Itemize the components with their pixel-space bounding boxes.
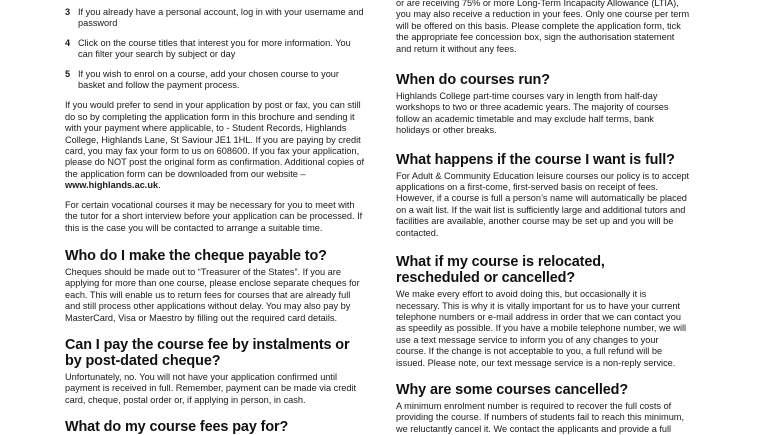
post-fax-text: If you would prefer to send in your application by post or fax, you can still do so by completing the application form in this brochure and sending it with your payment where applicable, to - Student Records, Highlands College, Highlands Lane, St Saviour JE1 1HL. If you are paying by credit card, you may fax your form to us on 608600. If you fax your application, please do NOT post the original form as confirmation. Additional copies of the application form can be downloaded from our website – xyxy=(65,100,365,179)
right-column xyxy=(396,0,690,435)
instalments-paragraph: Unfortunately, no. You will not have your application confirmed until payment is received in full. Remember, payment can be made via credit card, cheque, postal order or, if applying in person, in cash. xyxy=(65,371,357,405)
left-column xyxy=(65,0,365,435)
fees-reduction-paragraph: or are receiving 75% or more Long-Term Incapacity Allowance (LTIA), you may also receive a reduction in your fees. Only one course per term will be offered on this basis. Please complete the application form, tick the appropriate fee concession box, sign the authorisation statement and return it without any fees. xyxy=(396,0,690,54)
step-number: 4 xyxy=(65,37,71,48)
step-number: 3 xyxy=(65,7,71,17)
step-text: Click on the course titles that interest you for more information. You can filter your search by subject or day xyxy=(78,37,351,60)
fees-heading: What do my course fees pay for? xyxy=(65,419,289,435)
step-text: If you already have a personal account, log in with your username and password xyxy=(78,7,364,29)
step-4 xyxy=(65,38,365,61)
step-5 xyxy=(65,69,365,92)
full-paragraph: For Adult & Community Education leisure courses our policy is to accept applications on a first-come, first-served basis on receipt of fees. However, if a course is full a person’s name will automatically be placed on a wait list. If the wait list is sufficiently large and additional tutors and facilities are available, another course may be set up and you will be contacted. xyxy=(396,170,690,238)
cancelled-heading: Why are some courses cancelled? xyxy=(396,381,629,398)
post-fax-end: . xyxy=(158,180,161,191)
step-text: If you wish to enrol on a course, add your chosen course to your basket and follow the payment process. xyxy=(78,68,339,91)
run-heading: When do courses run? xyxy=(396,72,550,89)
run-paragraph: Highlands College part-time courses vary in length from half-day workshops to two or three academic years. The majority of courses follow an academic timetable and may exclude half terms, bank holidays or other breaks. xyxy=(396,91,669,136)
cancelled-paragraph: A minimum enrolment number is required to recover the full costs of providing the course. If numbers of students fail to reach this minimum, we reluctantly cancel it. We contact the applicants and provide a full xyxy=(396,400,685,434)
cheque-heading: Who do I make the cheque payable to? xyxy=(65,247,327,264)
cheque-paragraph: Cheques should be made out to “Treasurer of the States”. If you are applying for more than one course, please enclose separate cheques for each. This will enable us to return fees for courses that are already full and still process other applications without delay. You may also pay by MasterCard, Visa or Maestro by filling out the required card details. xyxy=(65,266,360,323)
website-link[interactable]: www.highlands.ac.uk xyxy=(65,180,159,191)
relocated-paragraph: We make every effort to avoid doing this, but occasionally it is necessary. This is why it is vitally important for us to have your current telephone numbers or e-mail address in order that we can contact you as speedily as possible. If you have a mobile telephone number, we will use a text message service to inform you of any changes to your course. If the change is not acceptable to you, a full refund will be issued. Please note, our text message service is a non-reply service. xyxy=(396,289,687,368)
step-number: 5 xyxy=(65,68,71,79)
instalments-heading: Can I pay the course fee by instalments or by post-dated cheque? xyxy=(65,336,350,369)
step-3 xyxy=(65,7,365,30)
post-fax-paragraph xyxy=(65,100,365,191)
full-heading: What happens if the course I want is full? xyxy=(396,151,675,168)
relocated-heading: What if my course is relocated, rescheduled or cancelled? xyxy=(396,254,605,287)
vocational-paragraph: For certain vocational courses it may be necessary for you to meet with the tutor for a short interview before your application can be processed. If this is the case you will be contacted to arrange a suitable time. xyxy=(65,199,363,233)
